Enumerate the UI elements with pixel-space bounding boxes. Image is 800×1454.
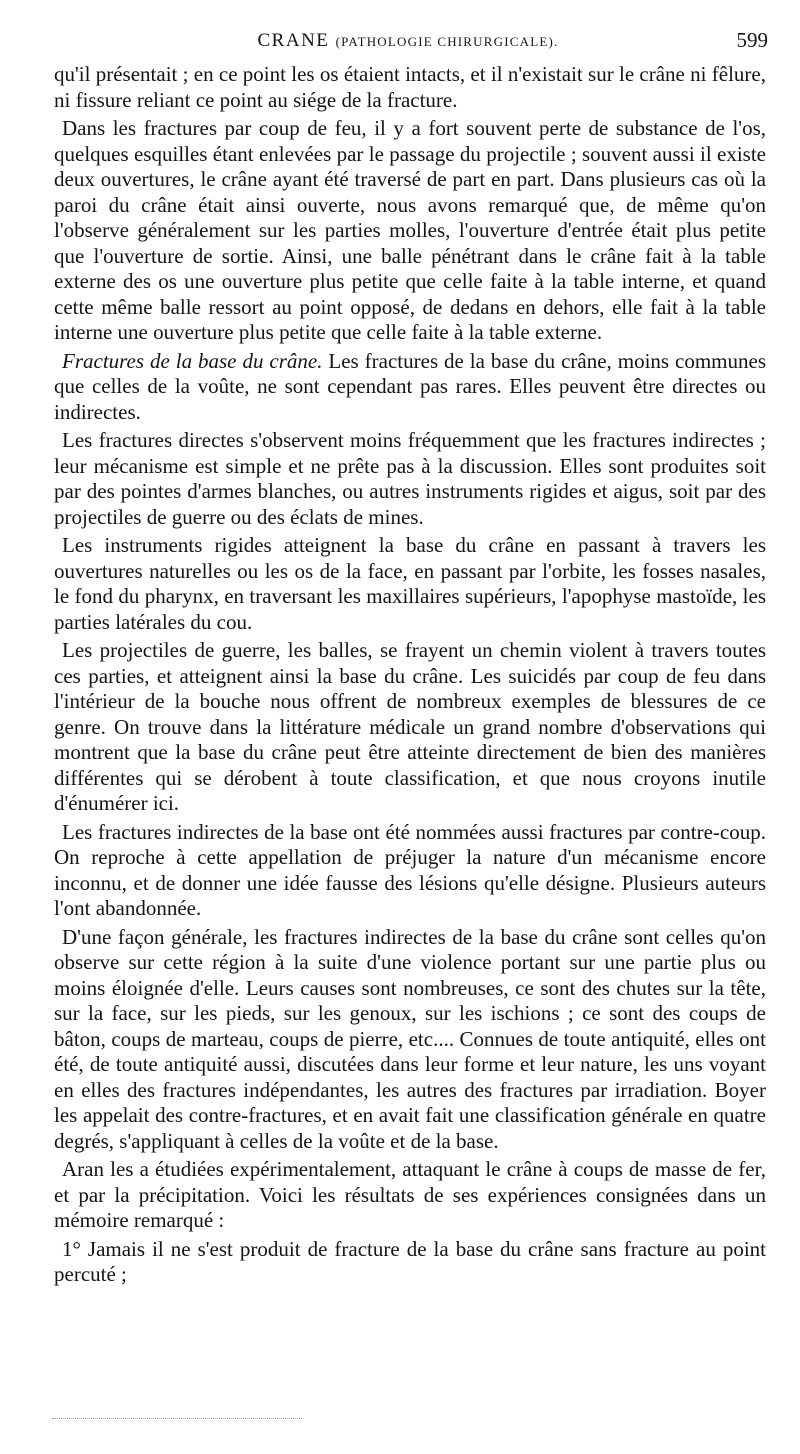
paragraph bbox=[54, 1157, 766, 1234]
paragraph bbox=[54, 349, 766, 426]
paragraph-text: Les projectiles de guerre, les balles, se frayent un chemin violent à travers toutes ces parties, et atteignent ainsi la base du crâne. Les suicidés par coup de feu dans l'intérieur de la bouche nous offrent de nombreux exemples de blessures de ce genre. On trouve dans la littérature médicale un grand nombre d'observations qui montrent que la base du crâne peut être atteinte directement de bien des manières différentes qui se dérobent à toute classification, et que nous croyons inutile d'énumérer ici. bbox=[54, 638, 766, 815]
paragraph-text: Les fractures de la base du crâne, moins communes que celles de la voûte, ne sont cependant pas rares. Elles peuvent être directes ou indirectes. bbox=[54, 348, 767, 424]
paragraph-text: Les instruments rigides atteignent la base du crâne en passant à travers les ouvertures naturelles ou les os de la face, en passant par l'orbite, les fosses nasales, le fond du pharynx, en traversant les maxillaires supérieurs, l'apophyse mastoïde, les parties latérales du cou. bbox=[54, 533, 766, 634]
paragraph bbox=[54, 533, 766, 635]
paragraph bbox=[54, 638, 766, 817]
paragraph-text: Aran les a étudiées expérimentalement, attaquant le crâne à coups de masse de fer, et par la précipitation. Voici les résultats de ses expériences consignées dans un mémoire remarqué : bbox=[54, 1157, 766, 1232]
paragraph-text: Les fractures directes s'observent moins fréquemment que les fractures indirectes ; leur mécanisme est simple et ne prête pas à la discussion. Elles sont produites soit par des pointes d'armes blanches, ou autres instruments rigides et aigus, soit par des projectiles de guerre ou des éclats de mines. bbox=[54, 428, 766, 529]
paragraph-text: qu'il présentait ; en ce point les os étaient intacts, et il n'existait sur le crâne ni fêlure, ni fissure reliant ce point au siége de la fracture. bbox=[54, 62, 766, 112]
paragraph bbox=[54, 820, 766, 922]
paragraph bbox=[54, 925, 766, 1155]
paragraph-text: D'une façon générale, les fractures indirectes de la base du crâne sont celles qu'on observe sur cette région à la suite d'une violence portant sur une partie plus ou moins éloignée d'elle. Leurs causes sont nombreuses, ce sont des chutes sur la tête, sur la face, sur les pieds, sur les genoux, sur les ischions ; ce sont des coups de bâton, coups de marteau, coups de pierre, etc.... Connues de toute antiquité, elles ont été, de toute antiquité aussi, discutées dans leur forme et leur nature, les uns voyant en elles des fractures indépendantes, les autres des fractures par irradiation. Boyer les appelait des contre-fractures, et en avait fait une classification générale en quatre degrés, s'appliquant à celles de la voûte et de la base. bbox=[54, 924, 766, 1153]
paragraph bbox=[54, 116, 766, 346]
paragraph bbox=[54, 62, 766, 113]
body-text bbox=[54, 62, 766, 1291]
paragraph bbox=[54, 1237, 766, 1288]
paragraph-text: Les fractures indirectes de la base ont été nommées aussi fractures par contre-coup. On reproche à cette appellation de préjuger la nature d'un mécanisme encore inconnu, et de donner une idée fausse des lésions qu'elle désigne. Plusieurs auteurs l'ont abandonnée. bbox=[54, 819, 766, 920]
section-heading: Fractures de la base du crâne. bbox=[62, 348, 323, 373]
running-title-subtitle: (PATHOLOGIE CHIRURGICALE). bbox=[335, 34, 559, 49]
paragraph bbox=[54, 428, 766, 530]
page-number: 599 bbox=[736, 28, 768, 52]
running-title-main: CRANE bbox=[257, 30, 330, 51]
footer-rule bbox=[52, 1418, 302, 1419]
paragraph-text: 1° Jamais il ne s'est produit de fracture de la base du crâne sans fracture au point percuté ; bbox=[54, 1236, 766, 1286]
paragraph-text: Dans les fractures par coup de feu, il y a fort souvent perte de substance de l'os, quelques esquilles étant enlevées par le passage du projectile ; souvent aussi il existe deux ouvertures, le crâne ayant été traversé de part en part. Dans plusieurs cas où la paroi du crâne était ainsi ouverte, nous avons remarqué que, de même qu'on l'observe généralement sur les parties molles, l'ouverture d'entrée était plus petite que l'ouverture de sortie. Ainsi, une balle pénétrant dans le crâne fait à la table externe des os une ouverture plus petite que celle faite à la table interne, et quand cette même balle ressort au point opposé, de dedans en dehors, elle fait à la table interne une ouverture plus petite que celle faite à la table externe. bbox=[54, 116, 766, 344]
running-title bbox=[48, 30, 768, 52]
running-head bbox=[48, 28, 768, 56]
